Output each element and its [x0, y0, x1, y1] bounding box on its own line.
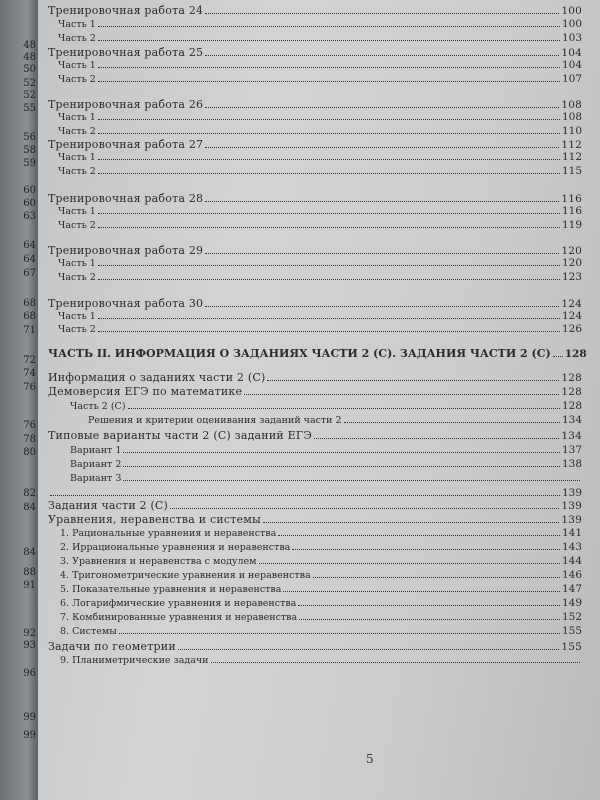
toc-entry: [58, 18, 582, 31]
toc-entry-page: 152: [561, 611, 582, 623]
toc-entry-label: Тренировочная работа 25: [48, 46, 204, 59]
toc-entry-label: Часть 2: [58, 272, 96, 283]
prev-page-number: 71: [23, 325, 36, 336]
toc-entry: [88, 414, 582, 427]
toc-leader-dots: [98, 323, 560, 332]
prev-page-number: 64: [23, 254, 36, 265]
toc-entry: [60, 569, 582, 582]
prev-page-number: 55: [23, 103, 36, 114]
prev-page-number: 50: [23, 64, 36, 75]
toc-entry-page: 100: [561, 18, 582, 30]
prev-page-number: 84: [23, 547, 36, 558]
toc-leader-dots: [50, 487, 560, 496]
toc-leader-dots: [263, 514, 559, 523]
toc-leader-dots: [98, 59, 560, 68]
toc-entry-label: Уравнения, неравенства и системы: [48, 513, 261, 526]
toc-entry-page: 124: [561, 310, 582, 322]
prev-page-number: 48: [23, 52, 36, 63]
prev-page-number: 99: [23, 730, 36, 741]
prev-page-number: 84: [23, 502, 36, 513]
prev-page-number: 91: [23, 580, 36, 591]
prev-page-number: 63: [23, 211, 36, 222]
toc-leader-dots: [344, 414, 560, 423]
prev-page-number: 68: [23, 298, 36, 309]
toc-entry-page: 108: [561, 111, 582, 123]
toc-entry-page: 139: [561, 500, 582, 512]
toc-leader-dots: [211, 654, 580, 663]
prev-page-number: 99: [23, 712, 36, 723]
toc-leader-dots: [299, 611, 560, 620]
toc-entry-label: Информация о заданиях части 2 (С): [48, 371, 266, 384]
toc-entry-label: Задачи по геометрии: [48, 640, 176, 653]
toc-entry-label: Часть 2: [58, 33, 96, 44]
toc-leader-dots: [313, 569, 560, 578]
prev-page-number: 52: [23, 78, 36, 89]
toc-leader-dots: [259, 555, 560, 564]
toc-leader-dots: [98, 219, 560, 228]
toc-entry-label: Часть 2: [58, 126, 96, 137]
previous-page-edge: [0, 0, 38, 800]
toc-entry: [58, 125, 582, 138]
prev-page-number: 92: [23, 628, 36, 639]
prev-page-number: 80: [23, 447, 36, 458]
toc-leader-dots: [205, 245, 559, 254]
toc-entry-page: 108: [561, 99, 582, 111]
toc-entry-label: Вариант 2: [70, 459, 122, 470]
prev-page-number: 64: [23, 240, 36, 251]
toc-entry: [58, 323, 582, 336]
toc-entry-label: Тренировочная работа 28: [48, 192, 204, 205]
toc-entry-page: 149: [561, 597, 582, 609]
toc-entry: [60, 625, 582, 638]
toc-leader-dots: [98, 165, 560, 174]
toc-leader-dots: [205, 5, 559, 14]
prev-page-number: 82: [23, 488, 36, 499]
toc-entry-page: 104: [561, 59, 582, 71]
toc-leader-dots: [205, 298, 559, 307]
prev-page-number: 78: [23, 434, 36, 445]
toc-entry: [58, 32, 582, 45]
toc-entry: [48, 193, 582, 205]
toc-entry-page: 144: [561, 555, 582, 567]
prev-page-number: 58: [23, 145, 36, 156]
toc-leader-dots: [267, 372, 559, 381]
toc-entry-page: 134: [561, 430, 582, 442]
toc-entry: [58, 271, 582, 284]
toc-entry-page: 103: [561, 32, 582, 44]
toc-entry-page: 128: [561, 400, 582, 412]
toc-entry-page: 138: [561, 458, 582, 470]
toc-entry-page: 107: [561, 73, 582, 85]
toc-entry-label: Типовые варианты части 2 (С) заданий ЕГЭ: [48, 429, 312, 442]
toc-leader-dots: [98, 205, 560, 214]
prev-page-number: 48: [23, 40, 36, 51]
toc-entry-page: 112: [561, 139, 582, 151]
toc-leader-dots: [98, 111, 560, 120]
toc-entry-page: 139: [561, 487, 582, 499]
toc-entry: [60, 555, 582, 568]
toc-entry-label: 5. Показательные уравнения и неравенства: [60, 584, 282, 595]
toc-entry: [58, 205, 582, 218]
toc-entry: [60, 597, 582, 610]
toc-leader-dots: [98, 271, 560, 280]
toc-entry: [48, 641, 582, 653]
prev-page-number: 52: [23, 90, 36, 101]
toc-entry-page: 115: [561, 165, 582, 177]
toc-entry-label: 7. Комбинированные уравнения и неравенства: [60, 612, 298, 623]
prev-page-number: 60: [23, 185, 36, 196]
toc-entry-page: 147: [561, 583, 582, 595]
toc-leader-dots: [283, 583, 560, 592]
toc-entry-label: Тренировочная работа 24: [48, 4, 204, 17]
toc-leader-dots: [98, 32, 560, 41]
toc-entry: [60, 654, 582, 667]
toc-entry-label: 4. Тригонометрические уравнения и неравенства: [60, 570, 311, 581]
toc-entry-page: 143: [561, 541, 582, 553]
toc-entry-page: 137: [561, 444, 582, 456]
toc-entry-page: 139: [561, 514, 582, 526]
toc-leader-dots: [244, 386, 559, 395]
toc-entry-label: Вариант 1: [70, 445, 122, 456]
toc-entry: [48, 500, 582, 512]
toc-entry-label: Тренировочная работа 27: [48, 138, 204, 151]
toc-entry-page: 146: [561, 569, 582, 581]
toc-entry-page: 120: [561, 257, 582, 269]
toc-entry: [48, 386, 582, 398]
toc-entry-label: Тренировочная работа 29: [48, 244, 204, 257]
toc-entry-page: 128: [564, 348, 587, 360]
toc-entry-page: 128: [561, 386, 582, 398]
toc-entry-page: 120: [561, 245, 582, 257]
toc-entry-label: Часть 2: [58, 324, 96, 335]
toc-entry-page: 104: [561, 47, 582, 59]
toc-entry-label: Тренировочная работа 30: [48, 297, 204, 310]
prev-page-number: 76: [23, 382, 36, 393]
toc-entry: [58, 310, 582, 323]
toc-entry-page: 124: [561, 298, 582, 310]
toc-leader-dots: [123, 472, 580, 481]
toc-leader-dots: [298, 597, 560, 606]
prev-page-number: 60: [23, 198, 36, 209]
toc-entry-label: Часть 2 (С): [70, 401, 126, 412]
toc-entry: [58, 219, 582, 232]
toc-leader-dots: [553, 348, 563, 357]
toc-entry-label: Часть 1: [58, 206, 96, 217]
toc-entry-label: Часть 1: [58, 60, 96, 71]
toc-entry-page: 155: [561, 641, 582, 653]
toc-entry: [48, 47, 582, 59]
toc-entry: [60, 611, 582, 624]
prev-page-number: 76: [23, 420, 36, 431]
toc-entry-label: Часть 1: [58, 112, 96, 123]
toc-entry-label: Демоверсия ЕГЭ по математике: [48, 385, 243, 398]
toc-entry-label: 6. Логарифмические уравнения и неравенства: [60, 598, 297, 609]
toc-entry: [60, 541, 582, 554]
toc-leader-dots: [98, 73, 560, 82]
toc-entry: [70, 472, 582, 485]
toc-leader-dots: [278, 527, 560, 536]
toc-leader-dots: [170, 500, 559, 509]
toc-entry: [48, 430, 582, 442]
toc-entry: [48, 245, 582, 257]
toc-leader-dots: [98, 18, 560, 27]
toc-entry-label: Задания части 2 (С): [48, 499, 169, 512]
toc-entry-label: 8. Системы: [60, 626, 117, 637]
toc-entry-label: Часть 1: [58, 19, 96, 30]
toc-leader-dots: [98, 125, 560, 134]
toc-entry: [70, 400, 582, 413]
toc-entry: [58, 59, 582, 72]
toc-entry-page: 128: [561, 372, 582, 384]
prev-page-number: 56: [23, 132, 36, 143]
toc-entry-label: ЧАСТЬ II. ИНФОРМАЦИЯ О ЗАДАНИЯХ ЧАСТИ 2 (С). ЗАДАНИЯ ЧАСТИ 2 (С): [48, 347, 551, 360]
toc-entry-label: Часть 2: [58, 166, 96, 177]
toc-entry-label: Часть 1: [58, 258, 96, 269]
prev-page-number: 93: [23, 640, 36, 651]
toc-entry: [60, 527, 582, 540]
toc-entry-page: 112: [561, 151, 582, 163]
toc-entry-page: 119: [561, 219, 582, 231]
toc-leader-dots: [98, 257, 560, 266]
toc-leader-dots: [178, 641, 559, 650]
toc-leader-dots: [128, 400, 560, 409]
toc-entry: [58, 73, 582, 86]
prev-page-number: 96: [23, 668, 36, 679]
toc-entry: [58, 165, 582, 178]
toc-entry-label: Часть 1: [58, 152, 96, 163]
toc-entry-label: Часть 2: [58, 74, 96, 85]
toc-leader-dots: [119, 625, 560, 634]
toc-entry: [48, 487, 582, 499]
toc-leader-dots: [205, 99, 559, 108]
toc-entry-page: 126: [561, 323, 582, 335]
toc-entry-page: 123: [561, 271, 582, 283]
toc-entry: [58, 257, 582, 270]
toc-entry-page: 110: [561, 125, 582, 137]
toc-entry-page: 134: [561, 414, 582, 426]
toc-entry-page: 141: [561, 527, 582, 539]
toc-entry: [48, 99, 582, 111]
toc-entry: [60, 583, 582, 596]
toc-leader-dots: [205, 139, 559, 148]
toc-entry-label: Часть 1: [58, 311, 96, 322]
prev-page-number: 67: [23, 268, 36, 279]
toc-leader-dots: [314, 430, 559, 439]
prev-page-number: 72: [23, 355, 36, 366]
toc-entry: [48, 514, 582, 526]
toc-entry: [48, 347, 587, 360]
toc-entry: [58, 151, 582, 164]
toc-leader-dots: [123, 444, 560, 453]
toc-entry: [48, 372, 582, 384]
toc-entry: [70, 458, 582, 471]
toc-entry-page: 116: [561, 205, 582, 217]
toc-entry-label: Часть 2: [58, 220, 96, 231]
toc-leader-dots: [123, 458, 560, 467]
toc-page: [38, 0, 600, 800]
toc-entry-page: 100: [561, 5, 582, 17]
toc-entry-page: 116: [561, 193, 582, 205]
toc-entry-label: Вариант 3: [70, 473, 122, 484]
toc-entry-page: 155: [561, 625, 582, 637]
toc-entry-label: 1. Рациональные уравнения и неравенства: [60, 528, 277, 539]
toc-entry: [48, 5, 582, 17]
toc-entry-label: 3. Уравнения и неравенства с модулем: [60, 556, 257, 567]
toc-entry: [48, 139, 582, 151]
toc-entry-label: 2. Иррациональные уравнения и неравенства: [60, 542, 291, 553]
toc-entry: [48, 298, 582, 310]
toc-leader-dots: [98, 310, 560, 319]
toc-entry: [58, 111, 582, 124]
toc-leader-dots: [205, 47, 559, 56]
toc-leader-dots: [98, 151, 560, 160]
toc-entry-label: Тренировочная работа 26: [48, 98, 204, 111]
prev-page-number: 74: [23, 368, 36, 379]
page-number: 5: [366, 752, 374, 766]
toc-entry-label: Решения и критерии оценивания заданий части 2: [88, 415, 342, 426]
toc-leader-dots: [205, 193, 559, 202]
toc-leader-dots: [292, 541, 560, 550]
prev-page-number: 68: [23, 311, 36, 322]
toc-entry: [70, 444, 582, 457]
prev-page-number: 59: [23, 158, 36, 169]
prev-page-number: 88: [23, 567, 36, 578]
toc-entry-label: 9. Планиметрические задачи: [60, 655, 209, 666]
